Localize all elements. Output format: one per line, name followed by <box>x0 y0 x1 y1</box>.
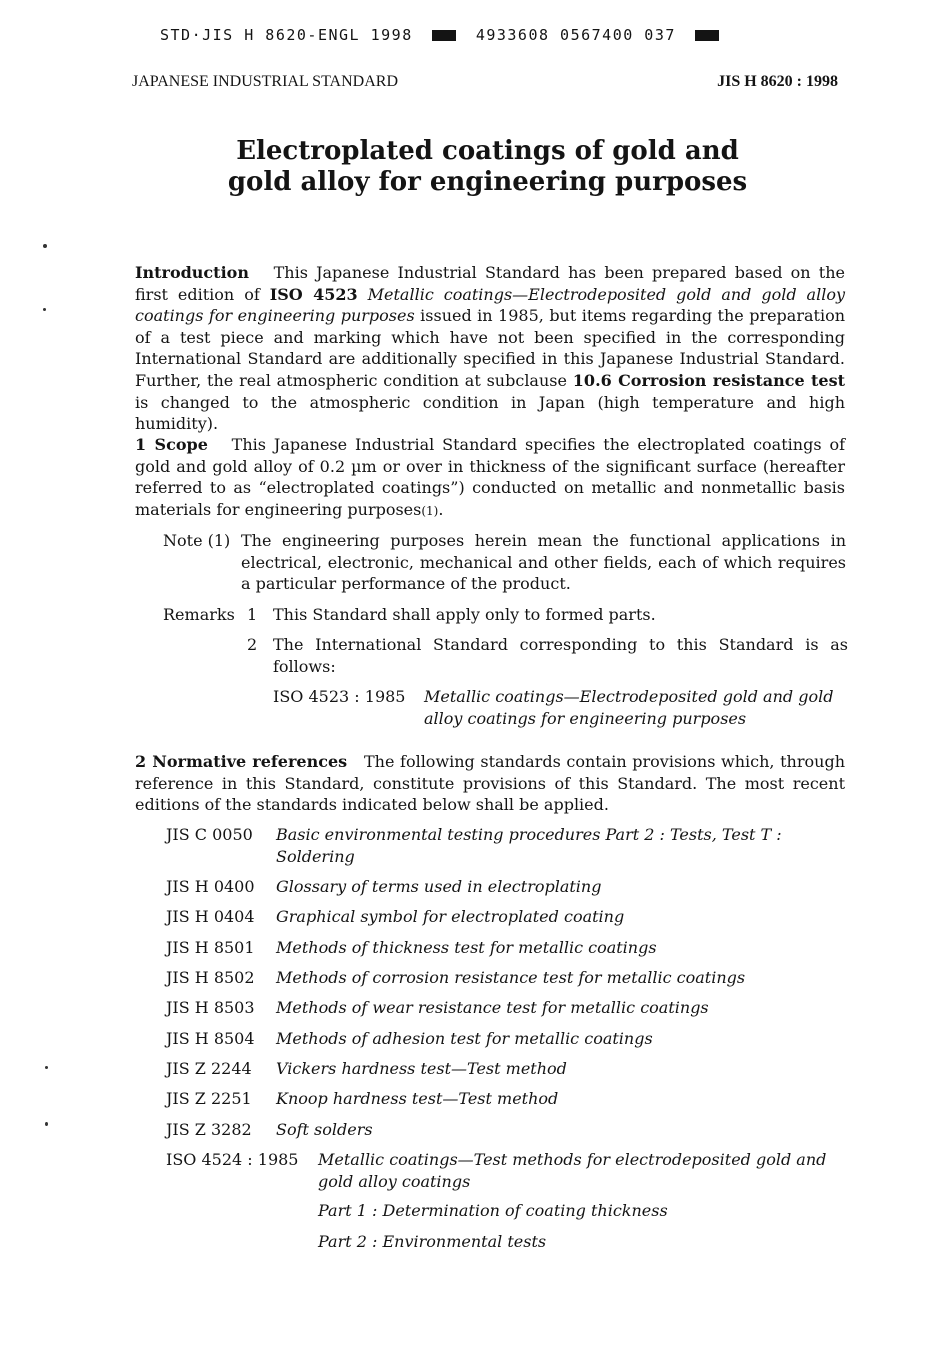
reference-code: JIS H 8501 <box>166 938 255 957</box>
normative-references-paragraph <box>135 751 845 816</box>
title-line-1: Electroplated coatings of gold and <box>236 136 739 166</box>
introduction-heading: Introduction <box>135 263 249 282</box>
intro-iso-title: Metallic coatings—Electrodeposited gold and gold alloy coatings for engineering purposes <box>135 284 846 326</box>
remark-1-text: This Standard shall apply only to formed parts. <box>273 605 656 624</box>
reference-code: JIS Z 3282 <box>166 1120 252 1139</box>
reference-code: JIS H 0400 <box>166 877 255 896</box>
header-standard-number: JIS H 8620 : 1998 <box>717 73 838 90</box>
scope-text-end: . <box>438 499 444 519</box>
intro-text-1: This Japanese Industrial Standard has been prepared based on the first edition of <box>135 263 845 304</box>
reference-code: JIS H 8503 <box>166 998 255 1017</box>
intro-text-2: issued in 1985, but items regarding the preparation of a test piece and marking which have not been specified in the corresponding International Standard are additionally specified in this Japanese Industrial Standard. Further, the real atmospheric condition at subclause <box>135 306 846 390</box>
scan-speck <box>45 1066 48 1069</box>
reference-code: JIS H 8502 <box>166 968 255 987</box>
intro-text-3: is changed to the atmospheric condition in Japan (high temperature and high humidity). <box>135 392 845 434</box>
reference-title: Knoop hardness test—Test method <box>276 1089 559 1108</box>
introduction-paragraph <box>135 262 845 435</box>
scan-speck <box>45 1122 48 1126</box>
scope-paragraph <box>135 434 845 522</box>
reference-title: Methods of adhesion test for metallic coatings <box>276 1029 653 1048</box>
remark-2-text: The International Standard corresponding to this Standard is as follows: <box>273 635 848 676</box>
reference-title: Glossary of terms used in electroplating <box>276 877 602 896</box>
iso-reference-code: ISO 4524 : 1985 <box>166 1150 299 1169</box>
scope-text: This Japanese Industrial Standard specifies the electroplated coatings of gold and gold alloy of 0.2 µm or over in thickness of the significant surface (hereafter referred to as “electroplated coatings”) conducted on metallic and nonmetallic basis materials for engineering purposes <box>135 435 846 519</box>
stamp-number: 4933608 0567400 037 <box>475 26 676 44</box>
reference-title: Vickers hardness test—Test method <box>276 1059 567 1078</box>
stamp-code: STD·JIS H 8620-ENGL 1998 <box>160 26 413 44</box>
reference-title: Methods of corrosion resistance test for metallic coatings <box>276 968 746 987</box>
iso-reference-part-1: Part 1 : Determination of coating thickness <box>318 1201 668 1220</box>
title-line-2: gold alloy for engineering purposes <box>227 167 748 197</box>
reference-title: Basic environmental testing procedures Part 2 : Tests, Test T : Soldering <box>276 825 782 866</box>
reference-title: Methods of wear resistance test for metallic coatings <box>276 998 709 1017</box>
iso-reference-part-2: Part 2 : Environmental tests <box>318 1232 547 1251</box>
reference-code: JIS H 0404 <box>166 907 255 926</box>
remark-2-number: 2 <box>247 635 258 654</box>
intro-clause-ref: 10.6 Corrosion resistance test <box>572 370 846 390</box>
reference-code: JIS H 8504 <box>166 1029 255 1048</box>
print-stamp <box>160 26 728 44</box>
reference-code: JIS Z 2244 <box>166 1059 252 1078</box>
note-text: The engineering purposes herein mean the functional applications in electrical, electronic, mechanical and other fields, each of which requires a particular performance of the product. <box>241 531 846 594</box>
scope-footnote-ref: (1) <box>421 503 439 518</box>
reference-code: JIS Z 2251 <box>166 1089 252 1108</box>
remark-iso-title: Metallic coatings—Electrodeposited gold and gold alloy coatings for engineering purposes <box>424 687 834 728</box>
scan-speck <box>43 308 46 311</box>
iso-reference-title: Metallic coatings—Test methods for electrodeposited gold and gold alloy coatings <box>318 1150 827 1191</box>
remark-1-number: 1 <box>247 605 258 624</box>
page-title <box>0 136 950 198</box>
intro-iso-ref: ISO 4523 <box>269 284 358 304</box>
remark-iso-code: ISO 4523 : 1985 <box>273 687 406 706</box>
note-label: Note (1) <box>163 531 231 550</box>
reference-title: Methods of thickness test for metallic coatings <box>276 938 657 957</box>
stamp-bar-left <box>432 30 456 41</box>
normative-text: The following standards contain provisions which, through reference in this Standard, constitute provisions of this Standard. The most recent editions of the standards indicated below shall be applied. <box>135 752 845 815</box>
header-standard-type: JAPANESE INDUSTRIAL STANDARD <box>132 73 398 90</box>
reference-title: Graphical symbol for electroplated coating <box>276 907 625 926</box>
reference-title: Soft solders <box>276 1120 373 1139</box>
scan-speck <box>43 244 47 248</box>
remarks-label: Remarks <box>163 605 235 624</box>
reference-code: JIS C 0050 <box>166 825 253 844</box>
normative-heading: 2 Normative references <box>135 752 348 771</box>
scope-heading: 1 Scope <box>135 435 208 454</box>
stamp-bar-right <box>695 30 719 41</box>
